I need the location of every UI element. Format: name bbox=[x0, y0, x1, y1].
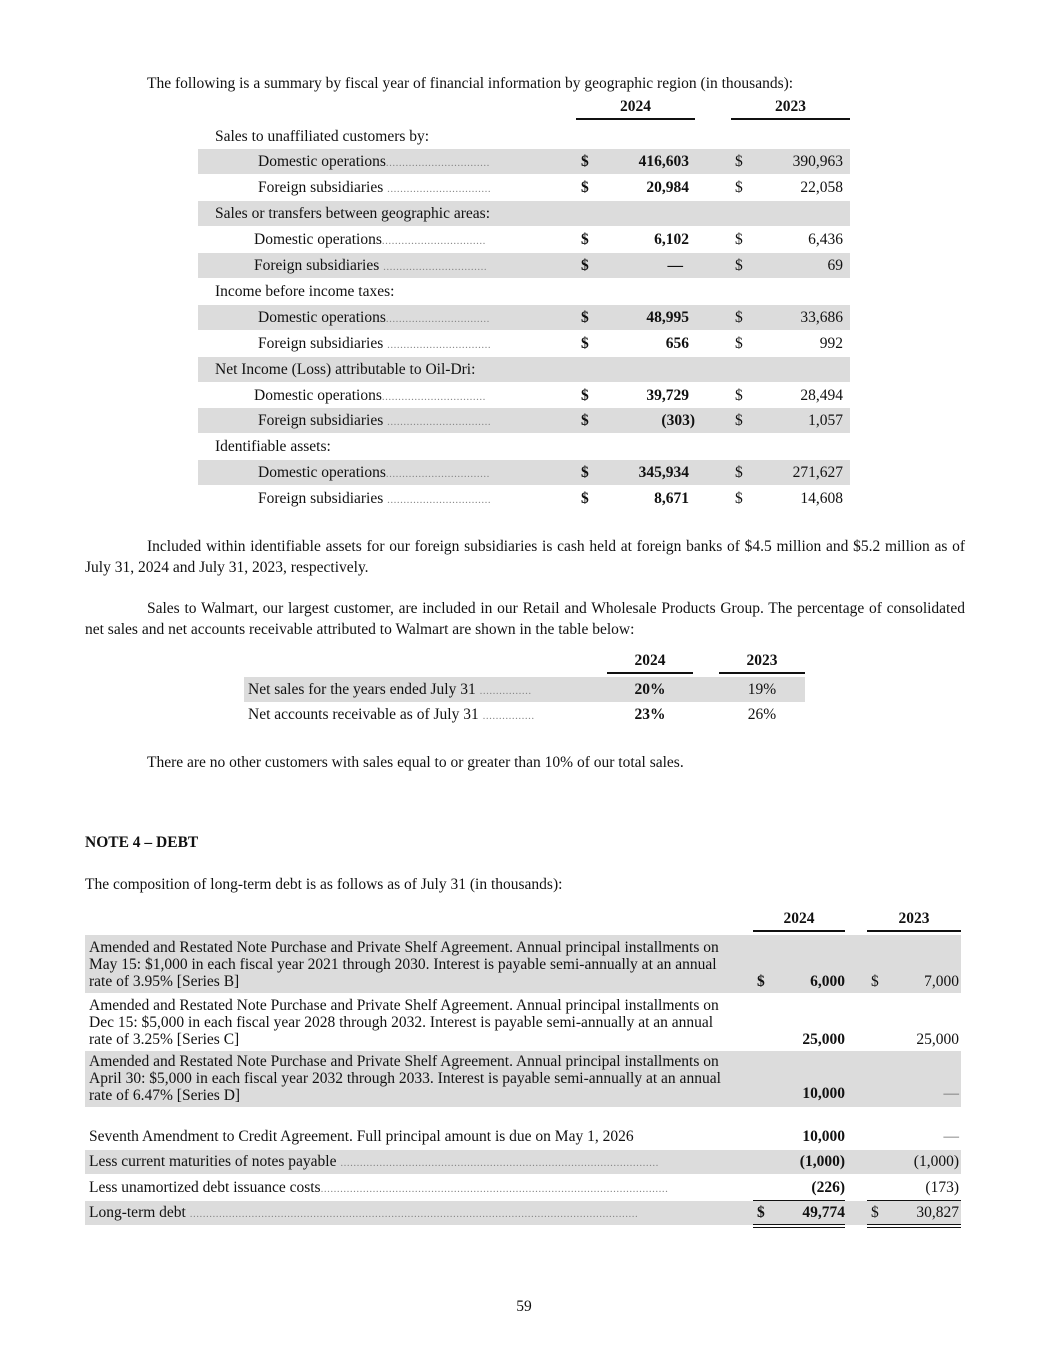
geo-row bbox=[198, 253, 850, 278]
value-2023: — bbox=[943, 1085, 959, 1102]
note4-intro: The composition of long-term debt is as follows as of July 31 (in thousands): bbox=[85, 876, 563, 893]
value-2023: 26% bbox=[747, 706, 777, 723]
value-2024: 6,102 bbox=[654, 231, 689, 248]
total-double-rule-2023 bbox=[867, 1224, 961, 1228]
debt-row-long-term-debt bbox=[85, 1201, 961, 1225]
dollar-2023: $ bbox=[871, 973, 879, 990]
debt-row-issuance-costs bbox=[85, 1176, 961, 1200]
value-2024: 416,603 bbox=[638, 153, 689, 170]
wm-row bbox=[244, 702, 805, 727]
dollar-2023: $ bbox=[735, 309, 743, 326]
value-2023: 69 bbox=[827, 257, 843, 274]
row-label: Amended and Restated Note Purchase and Private Shelf Agreement. Annual principal installments on Dec 15: $5,000 in each fiscal year 2028 through 2032. Interest is payable semi-annually at an annual rate of 3.25% [Series C] bbox=[89, 997, 719, 1048]
group-label: Net Income (Loss) attributable to Oil-Dri: bbox=[215, 361, 476, 378]
value-2024: 49,774 bbox=[802, 1204, 845, 1221]
geo-group-row bbox=[198, 357, 850, 382]
dollar-2024: $ bbox=[581, 179, 589, 196]
cash-paragraph: Included within identifiable assets for our foreign subsidiaries is cash held at foreign banks of $4.5 million and $5.2 million as of July 31, 2024 and July 31, 2023, respectively. bbox=[85, 538, 965, 576]
geo-row bbox=[198, 175, 850, 200]
value-2023: 992 bbox=[819, 335, 843, 352]
note4-heading: NOTE 4 – DEBT bbox=[85, 834, 199, 851]
value-2024: 20% bbox=[634, 681, 666, 698]
geo-row bbox=[198, 149, 850, 174]
value-2023: 19% bbox=[747, 681, 777, 698]
value-2023: 22,058 bbox=[800, 179, 843, 196]
row-label: Less unamortized debt issuance costs........................................................................................................... bbox=[89, 1179, 669, 1196]
value-2024: (226) bbox=[811, 1179, 845, 1196]
value-2024: 48,995 bbox=[646, 309, 689, 326]
debt-year-2023: 2023 bbox=[867, 910, 961, 932]
geo-row bbox=[198, 227, 850, 252]
debt-year-2024: 2024 bbox=[753, 910, 845, 932]
row-label: Foreign subsidiaries ................................ bbox=[258, 412, 492, 429]
row-label: Net accounts receivable as of July 31 ................ bbox=[248, 706, 535, 723]
dollar-2024: $ bbox=[581, 153, 589, 170]
wm-year-2024: 2024 bbox=[607, 652, 693, 674]
value-2024: 345,934 bbox=[638, 464, 689, 481]
dollar-2023: $ bbox=[735, 257, 743, 274]
dollar-2023: $ bbox=[735, 179, 743, 196]
value-2023: 25,000 bbox=[916, 1031, 959, 1048]
geo-group-row bbox=[198, 201, 850, 226]
row-label: Domestic operations................................ bbox=[258, 309, 490, 326]
value-2023: 390,963 bbox=[792, 153, 843, 170]
debt-row-current-maturities bbox=[85, 1150, 961, 1174]
value-2024: 39,729 bbox=[646, 387, 689, 404]
debt-row-series-b bbox=[85, 935, 961, 993]
value-2024: — bbox=[667, 257, 683, 274]
value-2023: (1,000) bbox=[913, 1153, 959, 1170]
dollar-2023: $ bbox=[871, 1204, 879, 1221]
dollar-2024: $ bbox=[581, 490, 589, 507]
value-2023: 28,494 bbox=[800, 387, 843, 404]
geo-group-row bbox=[198, 434, 850, 459]
dollar-2024: $ bbox=[757, 1204, 765, 1221]
value-2024: (1,000) bbox=[799, 1153, 845, 1170]
no-other-customers-paragraph: There are no other customers with sales equal to or greater than 10% of our total sales. bbox=[147, 754, 684, 771]
dollar-2023: $ bbox=[735, 335, 743, 352]
value-2023: 6,436 bbox=[808, 231, 843, 248]
dollar-2024: $ bbox=[581, 464, 589, 481]
value-2023: 14,608 bbox=[800, 490, 843, 507]
row-label: Seventh Amendment to Credit Agreement. Full principal amount is due on May 1, 2026 bbox=[89, 1128, 634, 1145]
row-label: Amended and Restated Note Purchase and Private Shelf Agreement. Annual principal installments on May 15: $1,000 in each fiscal year 2021 through 2030. Interest is payable semi-annually at an annual rate of 3.95% [Series B] bbox=[89, 939, 719, 990]
row-label: Domestic operations................................ bbox=[254, 387, 486, 404]
value-2024: 25,000 bbox=[802, 1031, 845, 1048]
dollar-2024: $ bbox=[581, 257, 589, 274]
row-label: Net sales for the years ended July 31 ................ bbox=[248, 681, 532, 698]
debt-row-series-c bbox=[85, 994, 961, 1051]
dollar-2024: $ bbox=[581, 309, 589, 326]
value-2023: 7,000 bbox=[924, 973, 959, 990]
debt-row-seventh-amendment bbox=[85, 1124, 961, 1149]
geo-group-row bbox=[198, 124, 850, 149]
row-label: Domestic operations................................ bbox=[254, 231, 486, 248]
row-label: Foreign subsidiaries ................................ bbox=[258, 179, 492, 196]
group-label: Identifiable assets: bbox=[215, 438, 331, 455]
dollar-2024: $ bbox=[581, 387, 589, 404]
value-2023: 271,627 bbox=[792, 464, 843, 481]
row-label: Foreign subsidiaries ................................ bbox=[254, 257, 488, 274]
dollar-2023: $ bbox=[735, 464, 743, 481]
row-label: Foreign subsidiaries ................................ bbox=[258, 490, 492, 507]
geo-row bbox=[198, 331, 850, 356]
dollar-2024: $ bbox=[757, 973, 765, 990]
dollar-2023: $ bbox=[735, 153, 743, 170]
page-number: 59 bbox=[516, 1298, 532, 1315]
value-2024: 10,000 bbox=[802, 1128, 845, 1145]
wm-year-2023: 2023 bbox=[719, 652, 805, 674]
walmart-paragraph: Sales to Walmart, our largest customer, are included in our Retail and Wholesale Products Group. The percentage of consolidated net sales and net accounts receivable attributed to Walmart are shown in the table below: bbox=[85, 600, 965, 638]
geo-row bbox=[198, 408, 850, 433]
geo-intro: The following is a summary by fiscal year of financial information by geographic region (in thousands): bbox=[147, 75, 794, 92]
geo-row bbox=[198, 460, 850, 485]
row-label: Long-term debt .......................................................................................................................................... bbox=[89, 1204, 639, 1221]
value-2023: (173) bbox=[925, 1179, 959, 1196]
dollar-2024: $ bbox=[581, 335, 589, 352]
row-label: Domestic operations................................ bbox=[258, 153, 490, 170]
value-2024: 20,984 bbox=[646, 179, 689, 196]
geo-row bbox=[198, 305, 850, 330]
value-2023: — bbox=[943, 1128, 959, 1145]
geo-year-2024: 2024 bbox=[576, 98, 695, 120]
dollar-2024: $ bbox=[581, 412, 589, 429]
dollar-2023: $ bbox=[735, 387, 743, 404]
geo-row bbox=[198, 486, 850, 511]
total-double-rule-2024 bbox=[753, 1224, 845, 1228]
group-label: Sales to unaffiliated customers by: bbox=[215, 128, 430, 145]
dollar-2023: $ bbox=[735, 231, 743, 248]
value-2024: 8,671 bbox=[654, 490, 689, 507]
dollar-2023: $ bbox=[735, 412, 743, 429]
dollar-2023: $ bbox=[735, 490, 743, 507]
value-2023: 33,686 bbox=[800, 309, 843, 326]
row-label: Foreign subsidiaries ................................ bbox=[258, 335, 492, 352]
wm-row bbox=[244, 677, 805, 702]
row-label: Amended and Restated Note Purchase and Private Shelf Agreement. Annual principal installments on April 30: $5,000 in each fiscal year 2032 through 2033. Interest is payable semi-annually at an annual rate of 6.47% [Series D] bbox=[89, 1053, 721, 1104]
geo-row bbox=[198, 383, 850, 408]
group-label: Income before income taxes: bbox=[215, 283, 395, 300]
value-2024: 6,000 bbox=[810, 973, 845, 990]
row-label: Less current maturities of notes payable .................................................................................................. bbox=[89, 1153, 659, 1170]
debt-row-series-d bbox=[85, 1051, 961, 1107]
value-2024: 10,000 bbox=[802, 1085, 845, 1102]
geo-group-row bbox=[198, 279, 850, 304]
dollar-2024: $ bbox=[581, 231, 589, 248]
group-label: Sales or transfers between geographic areas: bbox=[215, 205, 491, 222]
value-2024: 656 bbox=[665, 335, 689, 352]
row-label: Domestic operations................................ bbox=[258, 464, 490, 481]
value-2024: 23% bbox=[634, 706, 666, 723]
value-2023: 30,827 bbox=[916, 1204, 959, 1221]
value-2023: 1,057 bbox=[808, 412, 843, 429]
value-2024: (303) bbox=[661, 412, 695, 429]
geo-year-2023: 2023 bbox=[731, 98, 850, 120]
